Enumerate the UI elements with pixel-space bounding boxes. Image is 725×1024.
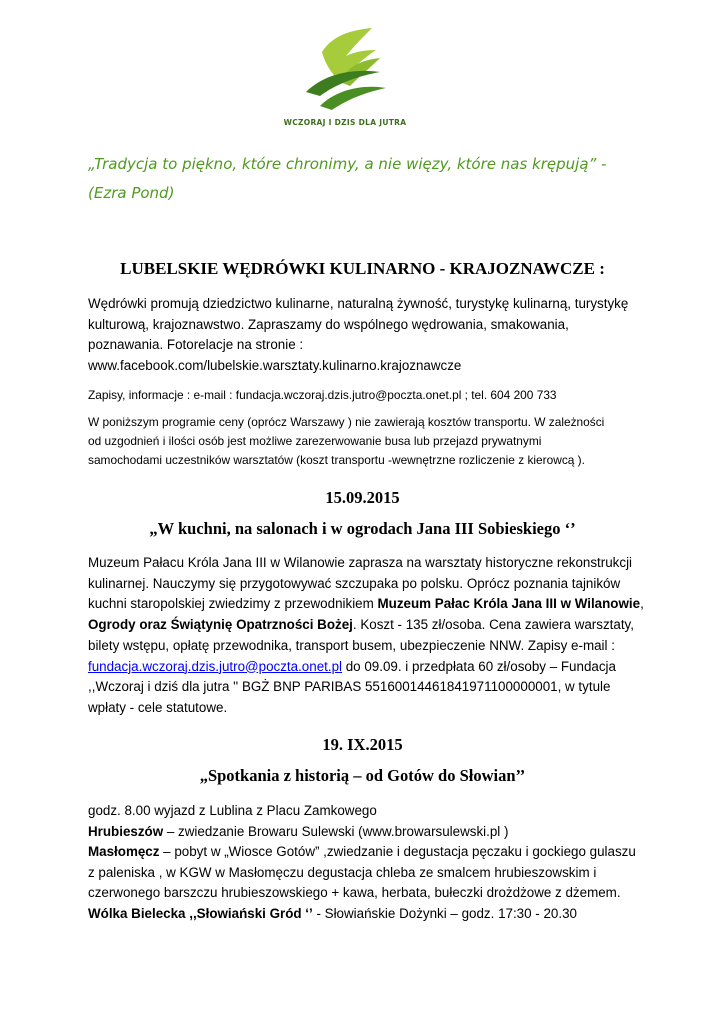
text-run: do 09.09. i przedpłata 60 zł/osoby – Fundacja [342, 658, 616, 674]
museum-name: Muzeum Pałac Króla Jana III w Wilanowie [377, 596, 641, 612]
notice-line: W poniższym programie ceny (oprócz Warszawy ) nie zawierają kosztów transportu. W zależności [88, 415, 605, 429]
event1-title: „W kuchni, na salonach i w ogrodach Jana III Sobieskiego ‘’ [149, 519, 576, 538]
place-name: Wólka Bielecka ,,Słowiański Gród ‘’ [88, 905, 313, 921]
contact-info [88, 386, 658, 405]
leaf-logo-icon [280, 22, 410, 118]
quote-author: (Ezra Pond) [88, 184, 175, 202]
event1-date: 15.09.2015 [325, 488, 400, 507]
event1-line: ,,Wczoraj i dziś dla jutra '' BGŻ BNP PARIBAS 55160014461841971100000001, w tytule [88, 679, 611, 695]
text-run: , [640, 596, 644, 612]
place-name: Hrubieszów [88, 823, 164, 839]
facebook-url: www.facebook.com/lubelskie.warsztaty.kulinarno.krajoznawcze [88, 357, 462, 373]
intro-paragraph [88, 294, 648, 376]
text-run: – pobyt w „Wiosce Gotów” ,zwiedzanie i degustacja pęczaku i gockiego gulaszu [159, 844, 636, 860]
event2-line: godz. 8.00 wyjazd z Lublina z Placu Zamkowego [88, 803, 377, 818]
event2-line: czerwonego barszczu hrubieszowskiego + kawa, herbata, bułeczki drożdżowe z dżemem. [88, 885, 621, 901]
event1-description [88, 553, 648, 719]
quote-line: „Tradycja to piękno, które chronimy, a nie więzy, które nas krępują” - [88, 155, 607, 173]
email-link[interactable]: fundacja.wczoraj.dzis.jutro@poczta.onet.pl [88, 658, 343, 674]
foundation-logo [280, 22, 410, 134]
transport-notice [88, 413, 658, 470]
text-run: - Słowiańskie Dożynki – godz. 17:30 - 20.30 [312, 905, 577, 921]
main-heading: LUBELSKIE WĘDRÓWKI KULINARNO - KRAJOZNAWCZE : [120, 259, 605, 278]
event1-line [88, 615, 648, 636]
gardens-name: Ogrody oraz Świątynię Opatrzności Bożej [88, 617, 353, 633]
event1-line [88, 594, 648, 615]
event2-line: z paleniska , w KGW w Masłomęczu degustacja chleba ze smalcem hrubieszowskim i [88, 864, 597, 880]
place-name: Masłomęcz [88, 844, 160, 860]
event2-description [88, 801, 648, 925]
logo-text: WCZORAJ I DZIS DLA JUTRA [283, 118, 407, 127]
intro-line: Wędrówki promują dziedzictwo kulinarne, naturalną żywność, turystykę kulinarną, turystykę [88, 296, 629, 311]
ezra-pond-quote [88, 150, 668, 208]
event1-line: bilety wstępu, opłatę przewodnika, transport busem, ubezpieczenie NNW. Zapisy e-mail : [88, 637, 615, 653]
text-run: . Koszt - 135 zł/osoba. Cena zawiera warsztaty, [352, 617, 634, 633]
event1-line: wpłaty - cele statutowe. [88, 699, 228, 715]
event1-line: Muzeum Pałacu Króla Jana III w Wilanowie zaprasza na warsztaty historyczne rekonstrukcji [88, 555, 633, 570]
intro-line: poznawania. Fotorelacje na stronie : [88, 337, 304, 352]
event2-date: 19. IX.2015 [322, 735, 403, 754]
event2-title: „Spotkania z historią – od Gotów do Słowian’’ [199, 766, 526, 785]
contact-line: Zapisy, informacje : e-mail : fundacja.wczoraj.dzis.jutro@poczta.onet.pl ; tel. 604 200 733 [88, 388, 557, 402]
event2-line [88, 842, 648, 863]
notice-line: samochodami uczestników warsztatów (koszt transportu -wewnętrzne rozliczenie z kierowcą ). [88, 453, 585, 467]
intro-line: kulturową, krajoznawstwo. Zapraszamy do wspólnego wędrowania, smakowania, [88, 316, 569, 332]
notice-line: od uzgodnień i ilości osób jest możliwe zarezerwowanie busa lub przejazd prywatnymi [88, 434, 542, 448]
event1-line [88, 657, 648, 678]
text-run: – zwiedzanie Browaru Sulewski (www.browarsulewski.pl ) [163, 823, 509, 839]
text-run: kuchni staropolskiej zwiedzimy z przewodnikiem [88, 596, 378, 612]
event2-line [88, 904, 648, 925]
event2-line [88, 822, 648, 843]
event1-line: kulinarnej. Nauczymy się przygotowywać szczupaka po polsku. Oprócz poznania tajników [88, 575, 621, 591]
